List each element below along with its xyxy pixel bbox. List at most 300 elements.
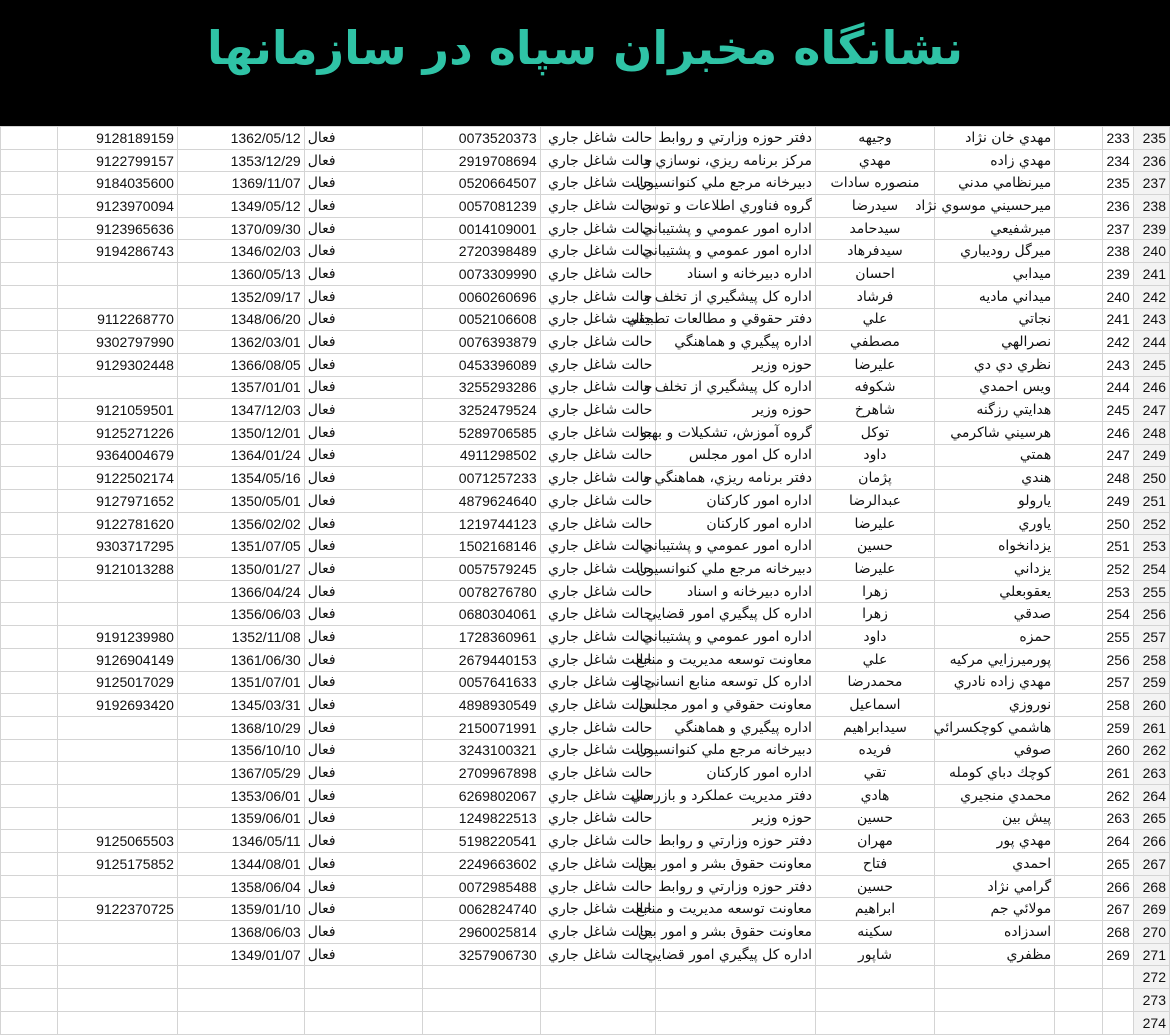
row-header[interactable]: 238 bbox=[1133, 195, 1169, 218]
unit-cell[interactable]: حوزه وزير bbox=[656, 399, 816, 422]
blank-cell[interactable] bbox=[1055, 376, 1103, 399]
unit-cell[interactable]: اداره دبيرخانه و اسناد bbox=[656, 263, 816, 286]
table-row[interactable] bbox=[1, 172, 1170, 195]
mobile-cell[interactable]: 9112268770 bbox=[57, 308, 177, 331]
last-name-cell[interactable]: يزدانخواه bbox=[935, 535, 1055, 558]
status-code-cell[interactable]: فعال bbox=[304, 580, 422, 603]
employment-status-cell[interactable]: حالت شاغل جاري bbox=[540, 399, 656, 422]
table-row[interactable] bbox=[1, 694, 1170, 717]
record-number-cell[interactable]: 237 bbox=[1103, 217, 1134, 240]
blank-cell[interactable] bbox=[1, 716, 58, 739]
blank-cell[interactable] bbox=[1, 558, 58, 581]
employment-status-cell[interactable]: حالت شاغل جاري bbox=[540, 467, 656, 490]
birth-date-cell[interactable]: 1366/08/05 bbox=[177, 353, 304, 376]
last-name-cell[interactable]: اسدزاده bbox=[935, 921, 1055, 944]
last-name-cell[interactable]: مهدي زاده bbox=[935, 149, 1055, 172]
first-name-cell[interactable]: شاپور bbox=[815, 943, 934, 966]
first-name-cell[interactable]: شاهرخ bbox=[815, 399, 934, 422]
unit-cell[interactable]: معاونت توسعه مديريت و منابع bbox=[656, 648, 816, 671]
status-code-cell[interactable]: فعال bbox=[304, 898, 422, 921]
table-row[interactable] bbox=[1, 580, 1170, 603]
blank-cell[interactable] bbox=[1055, 875, 1103, 898]
blank-cell[interactable] bbox=[1055, 195, 1103, 218]
record-number-cell[interactable]: 259 bbox=[1103, 716, 1134, 739]
birth-date-cell[interactable]: 1367/05/29 bbox=[177, 762, 304, 785]
blank-cell[interactable] bbox=[1055, 603, 1103, 626]
last-name-cell[interactable]: محمدي منجيري bbox=[935, 784, 1055, 807]
national-id-cell[interactable]: 0057579245 bbox=[422, 558, 540, 581]
unit-cell[interactable]: اداره كل پيگيري امور قضايي bbox=[656, 603, 816, 626]
unit-cell[interactable]: گروه آموزش، تشكيلات و بهبو bbox=[656, 421, 816, 444]
blank-cell[interactable] bbox=[1, 444, 58, 467]
blank-cell[interactable] bbox=[1055, 490, 1103, 513]
table-row[interactable] bbox=[1, 648, 1170, 671]
first-name-cell[interactable]: حسين bbox=[815, 807, 934, 830]
blank-cell[interactable] bbox=[1055, 512, 1103, 535]
blank-cell[interactable] bbox=[1, 626, 58, 649]
national-id-cell[interactable]: 4879624640 bbox=[422, 490, 540, 513]
table-row[interactable] bbox=[1, 444, 1170, 467]
birth-date-cell[interactable]: 1362/03/01 bbox=[177, 331, 304, 354]
blank-cell[interactable] bbox=[1055, 648, 1103, 671]
record-number-cell[interactable]: 240 bbox=[1103, 285, 1134, 308]
last-name-cell[interactable]: پورميرزايي مركيه bbox=[935, 648, 1055, 671]
mobile-cell[interactable] bbox=[57, 716, 177, 739]
status-code-cell[interactable]: فعال bbox=[304, 217, 422, 240]
last-name-cell[interactable]: پيش بين bbox=[935, 807, 1055, 830]
unit-cell[interactable]: اداره كل پيشگيري از تخلف و bbox=[656, 285, 816, 308]
birth-date-cell[interactable]: 1351/07/05 bbox=[177, 535, 304, 558]
national-id-cell[interactable]: 0057641633 bbox=[422, 671, 540, 694]
blank-cell[interactable] bbox=[1055, 399, 1103, 422]
birth-date-cell[interactable]: 1368/10/29 bbox=[177, 716, 304, 739]
first-name-cell[interactable]: زهرا bbox=[815, 580, 934, 603]
employment-status-cell[interactable]: حالت شاغل جاري bbox=[540, 784, 656, 807]
row-header[interactable]: 266 bbox=[1133, 830, 1169, 853]
mobile-cell[interactable] bbox=[57, 921, 177, 944]
status-code-cell[interactable]: فعال bbox=[304, 172, 422, 195]
employment-status-cell[interactable]: حالت شاغل جاري bbox=[540, 648, 656, 671]
first-name-cell[interactable] bbox=[815, 1011, 934, 1034]
row-header[interactable]: 260 bbox=[1133, 694, 1169, 717]
unit-cell[interactable] bbox=[656, 989, 816, 1012]
national-id-cell[interactable] bbox=[422, 966, 540, 989]
national-id-cell[interactable]: 0057081239 bbox=[422, 195, 540, 218]
status-code-cell[interactable]: فعال bbox=[304, 558, 422, 581]
blank-cell[interactable] bbox=[1055, 694, 1103, 717]
mobile-cell[interactable] bbox=[57, 875, 177, 898]
employment-status-cell[interactable]: حالت شاغل جاري bbox=[540, 172, 656, 195]
unit-cell[interactable]: اداره امور عمومي و پشتيباني bbox=[656, 535, 816, 558]
blank-cell[interactable] bbox=[1, 875, 58, 898]
blank-cell[interactable] bbox=[1, 512, 58, 535]
record-number-cell[interactable]: 241 bbox=[1103, 308, 1134, 331]
last-name-cell[interactable]: حمزه bbox=[935, 626, 1055, 649]
table-row[interactable] bbox=[1, 263, 1170, 286]
status-code-cell[interactable]: فعال bbox=[304, 353, 422, 376]
blank-cell[interactable] bbox=[1, 921, 58, 944]
blank-cell[interactable] bbox=[1, 127, 58, 150]
employment-status-cell[interactable]: حالت شاغل جاري bbox=[540, 603, 656, 626]
row-header[interactable]: 255 bbox=[1133, 580, 1169, 603]
birth-date-cell[interactable]: 1360/05/13 bbox=[177, 263, 304, 286]
mobile-cell[interactable]: 9122502174 bbox=[57, 467, 177, 490]
first-name-cell[interactable]: هادي bbox=[815, 784, 934, 807]
row-header[interactable]: 251 bbox=[1133, 490, 1169, 513]
blank-cell[interactable] bbox=[1055, 217, 1103, 240]
blank-cell[interactable] bbox=[1, 830, 58, 853]
birth-date-cell[interactable]: 1344/08/01 bbox=[177, 853, 304, 876]
employment-status-cell[interactable]: حالت شاغل جاري bbox=[540, 421, 656, 444]
last-name-cell[interactable]: هاشمي كوچكسرائي bbox=[935, 716, 1055, 739]
first-name-cell[interactable]: علي bbox=[815, 308, 934, 331]
last-name-cell[interactable]: كوچك دباي كومله bbox=[935, 762, 1055, 785]
blank-cell[interactable] bbox=[1, 308, 58, 331]
table-row[interactable] bbox=[1, 875, 1170, 898]
last-name-cell[interactable]: مظفري bbox=[935, 943, 1055, 966]
national-id-cell[interactable]: 0520664507 bbox=[422, 172, 540, 195]
unit-cell[interactable]: اداره امور عمومي و پشتيباني bbox=[656, 626, 816, 649]
blank-cell[interactable] bbox=[1055, 807, 1103, 830]
employment-status-cell[interactable] bbox=[540, 1011, 656, 1034]
employment-status-cell[interactable]: حالت شاغل جاري bbox=[540, 240, 656, 263]
unit-cell[interactable]: اداره پيگيري و هماهنگي bbox=[656, 716, 816, 739]
blank-cell[interactable] bbox=[1055, 853, 1103, 876]
mobile-cell[interactable] bbox=[57, 807, 177, 830]
row-header[interactable]: 244 bbox=[1133, 331, 1169, 354]
unit-cell[interactable]: اداره پيگيري و هماهنگي bbox=[656, 331, 816, 354]
table-row[interactable] bbox=[1, 762, 1170, 785]
employment-status-cell[interactable]: حالت شاغل جاري bbox=[540, 535, 656, 558]
table-row[interactable] bbox=[1, 331, 1170, 354]
national-id-cell[interactable]: 2679440153 bbox=[422, 648, 540, 671]
national-id-cell[interactable]: 0073309990 bbox=[422, 263, 540, 286]
last-name-cell[interactable]: همتي bbox=[935, 444, 1055, 467]
mobile-cell[interactable]: 9125271226 bbox=[57, 421, 177, 444]
blank-cell[interactable] bbox=[1055, 626, 1103, 649]
blank-cell[interactable] bbox=[1, 807, 58, 830]
blank-cell[interactable] bbox=[1055, 444, 1103, 467]
national-id-cell[interactable]: 6269802067 bbox=[422, 784, 540, 807]
row-header[interactable]: 248 bbox=[1133, 421, 1169, 444]
status-code-cell[interactable] bbox=[304, 989, 422, 1012]
unit-cell[interactable]: حوزه وزير bbox=[656, 353, 816, 376]
row-header[interactable]: 235 bbox=[1133, 127, 1169, 150]
last-name-cell[interactable]: مهدي زاده نادري bbox=[935, 671, 1055, 694]
record-number-cell[interactable]: 263 bbox=[1103, 807, 1134, 830]
table-row[interactable] bbox=[1, 784, 1170, 807]
blank-cell[interactable] bbox=[1, 739, 58, 762]
last-name-cell[interactable]: ميرشفيعي bbox=[935, 217, 1055, 240]
record-number-cell[interactable]: 264 bbox=[1103, 830, 1134, 853]
last-name-cell[interactable]: ميرنظامي مدني bbox=[935, 172, 1055, 195]
unit-cell[interactable]: اداره امور كاركنان bbox=[656, 512, 816, 535]
birth-date-cell[interactable]: 1351/07/01 bbox=[177, 671, 304, 694]
blank-cell[interactable] bbox=[1055, 285, 1103, 308]
unit-cell[interactable]: معاونت حقوق بشر و امور بين bbox=[656, 921, 816, 944]
first-name-cell[interactable]: سيدرضا bbox=[815, 195, 934, 218]
mobile-cell[interactable] bbox=[57, 966, 177, 989]
first-name-cell[interactable]: حسين bbox=[815, 875, 934, 898]
blank-cell[interactable] bbox=[1, 217, 58, 240]
national-id-cell[interactable]: 3257906730 bbox=[422, 943, 540, 966]
employment-status-cell[interactable]: حالت شاغل جاري bbox=[540, 308, 656, 331]
blank-cell[interactable] bbox=[1055, 943, 1103, 966]
table-row[interactable] bbox=[1, 830, 1170, 853]
mobile-cell[interactable] bbox=[57, 989, 177, 1012]
national-id-cell[interactable]: 1249822513 bbox=[422, 807, 540, 830]
record-number-cell[interactable]: 266 bbox=[1103, 875, 1134, 898]
unit-cell[interactable]: اداره دبيرخانه و اسناد bbox=[656, 580, 816, 603]
status-code-cell[interactable]: فعال bbox=[304, 490, 422, 513]
row-header[interactable]: 261 bbox=[1133, 716, 1169, 739]
unit-cell[interactable]: دفتر حوزه وزارتي و روابط bbox=[656, 127, 816, 150]
employment-status-cell[interactable]: حالت شاغل جاري bbox=[540, 444, 656, 467]
mobile-cell[interactable]: 9126904149 bbox=[57, 648, 177, 671]
mobile-cell[interactable] bbox=[57, 762, 177, 785]
national-id-cell[interactable]: 3243100321 bbox=[422, 739, 540, 762]
mobile-cell[interactable]: 9302797990 bbox=[57, 331, 177, 354]
record-number-cell[interactable]: 233 bbox=[1103, 127, 1134, 150]
blank-cell[interactable] bbox=[1055, 784, 1103, 807]
first-name-cell[interactable]: داود bbox=[815, 444, 934, 467]
mobile-cell[interactable]: 9128189159 bbox=[57, 127, 177, 150]
blank-cell[interactable] bbox=[1055, 263, 1103, 286]
row-header[interactable]: 257 bbox=[1133, 626, 1169, 649]
unit-cell[interactable]: حوزه وزير bbox=[656, 807, 816, 830]
blank-cell[interactable] bbox=[1, 399, 58, 422]
mobile-cell[interactable]: 9122370725 bbox=[57, 898, 177, 921]
mobile-cell[interactable]: 9191239980 bbox=[57, 626, 177, 649]
status-code-cell[interactable]: فعال bbox=[304, 830, 422, 853]
national-id-cell[interactable]: 3255293286 bbox=[422, 376, 540, 399]
mobile-cell[interactable]: 9194286743 bbox=[57, 240, 177, 263]
blank-cell[interactable] bbox=[1, 353, 58, 376]
birth-date-cell[interactable]: 1366/04/24 bbox=[177, 580, 304, 603]
national-id-cell[interactable]: 0062824740 bbox=[422, 898, 540, 921]
national-id-cell[interactable]: 3252479524 bbox=[422, 399, 540, 422]
record-number-cell[interactable]: 254 bbox=[1103, 603, 1134, 626]
employment-status-cell[interactable]: حالت شاغل جاري bbox=[540, 762, 656, 785]
blank-cell[interactable] bbox=[1, 943, 58, 966]
last-name-cell[interactable]: مهدي خان نژاد bbox=[935, 127, 1055, 150]
row-header[interactable]: 259 bbox=[1133, 671, 1169, 694]
mobile-cell[interactable]: 9303717295 bbox=[57, 535, 177, 558]
status-code-cell[interactable]: فعال bbox=[304, 240, 422, 263]
mobile-cell[interactable] bbox=[57, 739, 177, 762]
blank-cell[interactable] bbox=[1055, 921, 1103, 944]
unit-cell[interactable]: اداره كل توسعه منابع انساني و bbox=[656, 671, 816, 694]
table-row[interactable] bbox=[1, 1011, 1170, 1034]
status-code-cell[interactable]: فعال bbox=[304, 149, 422, 172]
row-header[interactable]: 236 bbox=[1133, 149, 1169, 172]
blank-cell[interactable] bbox=[1055, 762, 1103, 785]
row-header[interactable]: 273 bbox=[1133, 989, 1169, 1012]
record-number-cell[interactable]: 252 bbox=[1103, 558, 1134, 581]
record-number-cell[interactable]: 236 bbox=[1103, 195, 1134, 218]
row-header[interactable]: 252 bbox=[1133, 512, 1169, 535]
employment-status-cell[interactable]: حالت شاغل جاري bbox=[540, 626, 656, 649]
birth-date-cell[interactable] bbox=[177, 989, 304, 1012]
unit-cell[interactable]: دبيرخانه مرجع ملي كنوانسيون bbox=[656, 739, 816, 762]
table-row[interactable] bbox=[1, 490, 1170, 513]
national-id-cell[interactable]: 2919708694 bbox=[422, 149, 540, 172]
mobile-cell[interactable] bbox=[57, 263, 177, 286]
first-name-cell[interactable]: منصوره سادات bbox=[815, 172, 934, 195]
national-id-cell[interactable] bbox=[422, 989, 540, 1012]
birth-date-cell[interactable]: 1345/03/31 bbox=[177, 694, 304, 717]
national-id-cell[interactable]: 0680304061 bbox=[422, 603, 540, 626]
first-name-cell[interactable] bbox=[815, 989, 934, 1012]
table-row[interactable] bbox=[1, 421, 1170, 444]
birth-date-cell[interactable]: 1348/06/20 bbox=[177, 308, 304, 331]
first-name-cell[interactable]: پژمان bbox=[815, 467, 934, 490]
employment-status-cell[interactable]: حالت شاغل جاري bbox=[540, 853, 656, 876]
table-row[interactable] bbox=[1, 716, 1170, 739]
first-name-cell[interactable]: فتاح bbox=[815, 853, 934, 876]
national-id-cell[interactable]: 0072985488 bbox=[422, 875, 540, 898]
unit-cell[interactable]: دفتر حقوقي و مطالعات تطبيقي bbox=[656, 308, 816, 331]
record-number-cell[interactable]: 247 bbox=[1103, 444, 1134, 467]
record-number-cell[interactable]: 248 bbox=[1103, 467, 1134, 490]
mobile-cell[interactable]: 9121059501 bbox=[57, 399, 177, 422]
blank-cell[interactable] bbox=[1055, 127, 1103, 150]
row-header[interactable]: 250 bbox=[1133, 467, 1169, 490]
table-row[interactable] bbox=[1, 285, 1170, 308]
employment-status-cell[interactable]: حالت شاغل جاري bbox=[540, 263, 656, 286]
record-number-cell[interactable]: 256 bbox=[1103, 648, 1134, 671]
employment-status-cell[interactable]: حالت شاغل جاري bbox=[540, 127, 656, 150]
status-code-cell[interactable]: فعال bbox=[304, 648, 422, 671]
mobile-cell[interactable]: 9127971652 bbox=[57, 490, 177, 513]
first-name-cell[interactable]: وجيهه bbox=[815, 127, 934, 150]
status-code-cell[interactable]: فعال bbox=[304, 376, 422, 399]
blank-cell[interactable] bbox=[1, 648, 58, 671]
last-name-cell[interactable] bbox=[935, 1011, 1055, 1034]
unit-cell[interactable]: گروه فناوري اطلاعات و توس bbox=[656, 195, 816, 218]
status-code-cell[interactable]: فعال bbox=[304, 807, 422, 830]
first-name-cell[interactable]: سيدحامد bbox=[815, 217, 934, 240]
national-id-cell[interactable]: 0014109001 bbox=[422, 217, 540, 240]
status-code-cell[interactable]: فعال bbox=[304, 285, 422, 308]
status-code-cell[interactable]: فعال bbox=[304, 716, 422, 739]
unit-cell[interactable] bbox=[656, 966, 816, 989]
row-header[interactable]: 263 bbox=[1133, 762, 1169, 785]
record-number-cell[interactable]: 251 bbox=[1103, 535, 1134, 558]
last-name-cell[interactable]: مهدي پور bbox=[935, 830, 1055, 853]
employment-status-cell[interactable]: حالت شاغل جاري bbox=[540, 558, 656, 581]
blank-cell[interactable] bbox=[1055, 898, 1103, 921]
employment-status-cell[interactable]: حالت شاغل جاري bbox=[540, 739, 656, 762]
blank-cell[interactable] bbox=[1055, 739, 1103, 762]
last-name-cell[interactable]: نوروزي bbox=[935, 694, 1055, 717]
record-number-cell[interactable]: 239 bbox=[1103, 263, 1134, 286]
employment-status-cell[interactable]: حالت شاغل جاري bbox=[540, 195, 656, 218]
unit-cell[interactable]: دفتر مديريت عملكرد و بازرسي bbox=[656, 784, 816, 807]
record-number-cell[interactable] bbox=[1103, 989, 1134, 1012]
table-row[interactable] bbox=[1, 989, 1170, 1012]
table-row[interactable] bbox=[1, 127, 1170, 150]
employment-status-cell[interactable]: حالت شاغل جاري bbox=[540, 875, 656, 898]
national-id-cell[interactable]: 0453396089 bbox=[422, 353, 540, 376]
table-row[interactable] bbox=[1, 853, 1170, 876]
blank-cell[interactable] bbox=[1055, 421, 1103, 444]
last-name-cell[interactable]: هدايتي رزگنه bbox=[935, 399, 1055, 422]
record-number-cell[interactable]: 269 bbox=[1103, 943, 1134, 966]
birth-date-cell[interactable]: 1346/05/11 bbox=[177, 830, 304, 853]
table-row[interactable] bbox=[1, 217, 1170, 240]
blank-cell[interactable] bbox=[1, 671, 58, 694]
national-id-cell[interactable]: 0076393879 bbox=[422, 331, 540, 354]
last-name-cell[interactable] bbox=[935, 989, 1055, 1012]
employment-status-cell[interactable]: حالت شاغل جاري bbox=[540, 217, 656, 240]
status-code-cell[interactable]: فعال bbox=[304, 762, 422, 785]
record-number-cell[interactable]: 242 bbox=[1103, 331, 1134, 354]
employment-status-cell[interactable]: حالت شاغل جاري bbox=[540, 331, 656, 354]
last-name-cell[interactable]: ميدابي bbox=[935, 263, 1055, 286]
mobile-cell[interactable]: 9121013288 bbox=[57, 558, 177, 581]
row-header[interactable]: 240 bbox=[1133, 240, 1169, 263]
birth-date-cell[interactable]: 1361/06/30 bbox=[177, 648, 304, 671]
last-name-cell[interactable]: يارولو bbox=[935, 490, 1055, 513]
employment-status-cell[interactable]: حالت شاغل جاري bbox=[540, 490, 656, 513]
last-name-cell[interactable]: احمدي bbox=[935, 853, 1055, 876]
status-code-cell[interactable]: فعال bbox=[304, 943, 422, 966]
status-code-cell[interactable]: فعال bbox=[304, 626, 422, 649]
table-row[interactable] bbox=[1, 195, 1170, 218]
blank-cell[interactable] bbox=[1, 989, 58, 1012]
birth-date-cell[interactable]: 1370/09/30 bbox=[177, 217, 304, 240]
row-header[interactable]: 254 bbox=[1133, 558, 1169, 581]
last-name-cell[interactable]: گرامي نژاد bbox=[935, 875, 1055, 898]
record-number-cell[interactable]: 262 bbox=[1103, 784, 1134, 807]
mobile-cell[interactable] bbox=[57, 376, 177, 399]
last-name-cell[interactable]: ميرگل روديباري bbox=[935, 240, 1055, 263]
row-header[interactable]: 269 bbox=[1133, 898, 1169, 921]
last-name-cell[interactable]: مولائي جم bbox=[935, 898, 1055, 921]
employment-status-cell[interactable]: حالت شاغل جاري bbox=[540, 921, 656, 944]
birth-date-cell[interactable]: 1368/06/03 bbox=[177, 921, 304, 944]
national-id-cell[interactable]: 1502168146 bbox=[422, 535, 540, 558]
blank-cell[interactable] bbox=[1, 603, 58, 626]
national-id-cell[interactable]: 4898930549 bbox=[422, 694, 540, 717]
national-id-cell[interactable]: 0052106608 bbox=[422, 308, 540, 331]
first-name-cell[interactable]: سيدفرهاد bbox=[815, 240, 934, 263]
row-header[interactable]: 253 bbox=[1133, 535, 1169, 558]
unit-cell[interactable]: اداره امور عمومي و پشتيباني bbox=[656, 240, 816, 263]
last-name-cell[interactable]: نصرالهي bbox=[935, 331, 1055, 354]
blank-cell[interactable] bbox=[1055, 353, 1103, 376]
last-name-cell[interactable]: ويس احمدي bbox=[935, 376, 1055, 399]
birth-date-cell[interactable]: 1364/01/24 bbox=[177, 444, 304, 467]
first-name-cell[interactable]: مهدي bbox=[815, 149, 934, 172]
row-header[interactable]: 258 bbox=[1133, 648, 1169, 671]
national-id-cell[interactable] bbox=[422, 1011, 540, 1034]
birth-date-cell[interactable]: 1359/01/10 bbox=[177, 898, 304, 921]
first-name-cell[interactable]: مهران bbox=[815, 830, 934, 853]
blank-cell[interactable] bbox=[1055, 671, 1103, 694]
birth-date-cell[interactable]: 1350/05/01 bbox=[177, 490, 304, 513]
blank-cell[interactable] bbox=[1055, 149, 1103, 172]
birth-date-cell[interactable]: 1356/10/10 bbox=[177, 739, 304, 762]
row-header[interactable]: 245 bbox=[1133, 353, 1169, 376]
unit-cell[interactable]: معاونت حقوق بشر و امور بين bbox=[656, 853, 816, 876]
row-header[interactable]: 246 bbox=[1133, 376, 1169, 399]
table-row[interactable] bbox=[1, 671, 1170, 694]
table-row[interactable] bbox=[1, 535, 1170, 558]
unit-cell[interactable]: دفتر حوزه وزارتي و روابط bbox=[656, 830, 816, 853]
first-name-cell[interactable]: ابراهيم bbox=[815, 898, 934, 921]
